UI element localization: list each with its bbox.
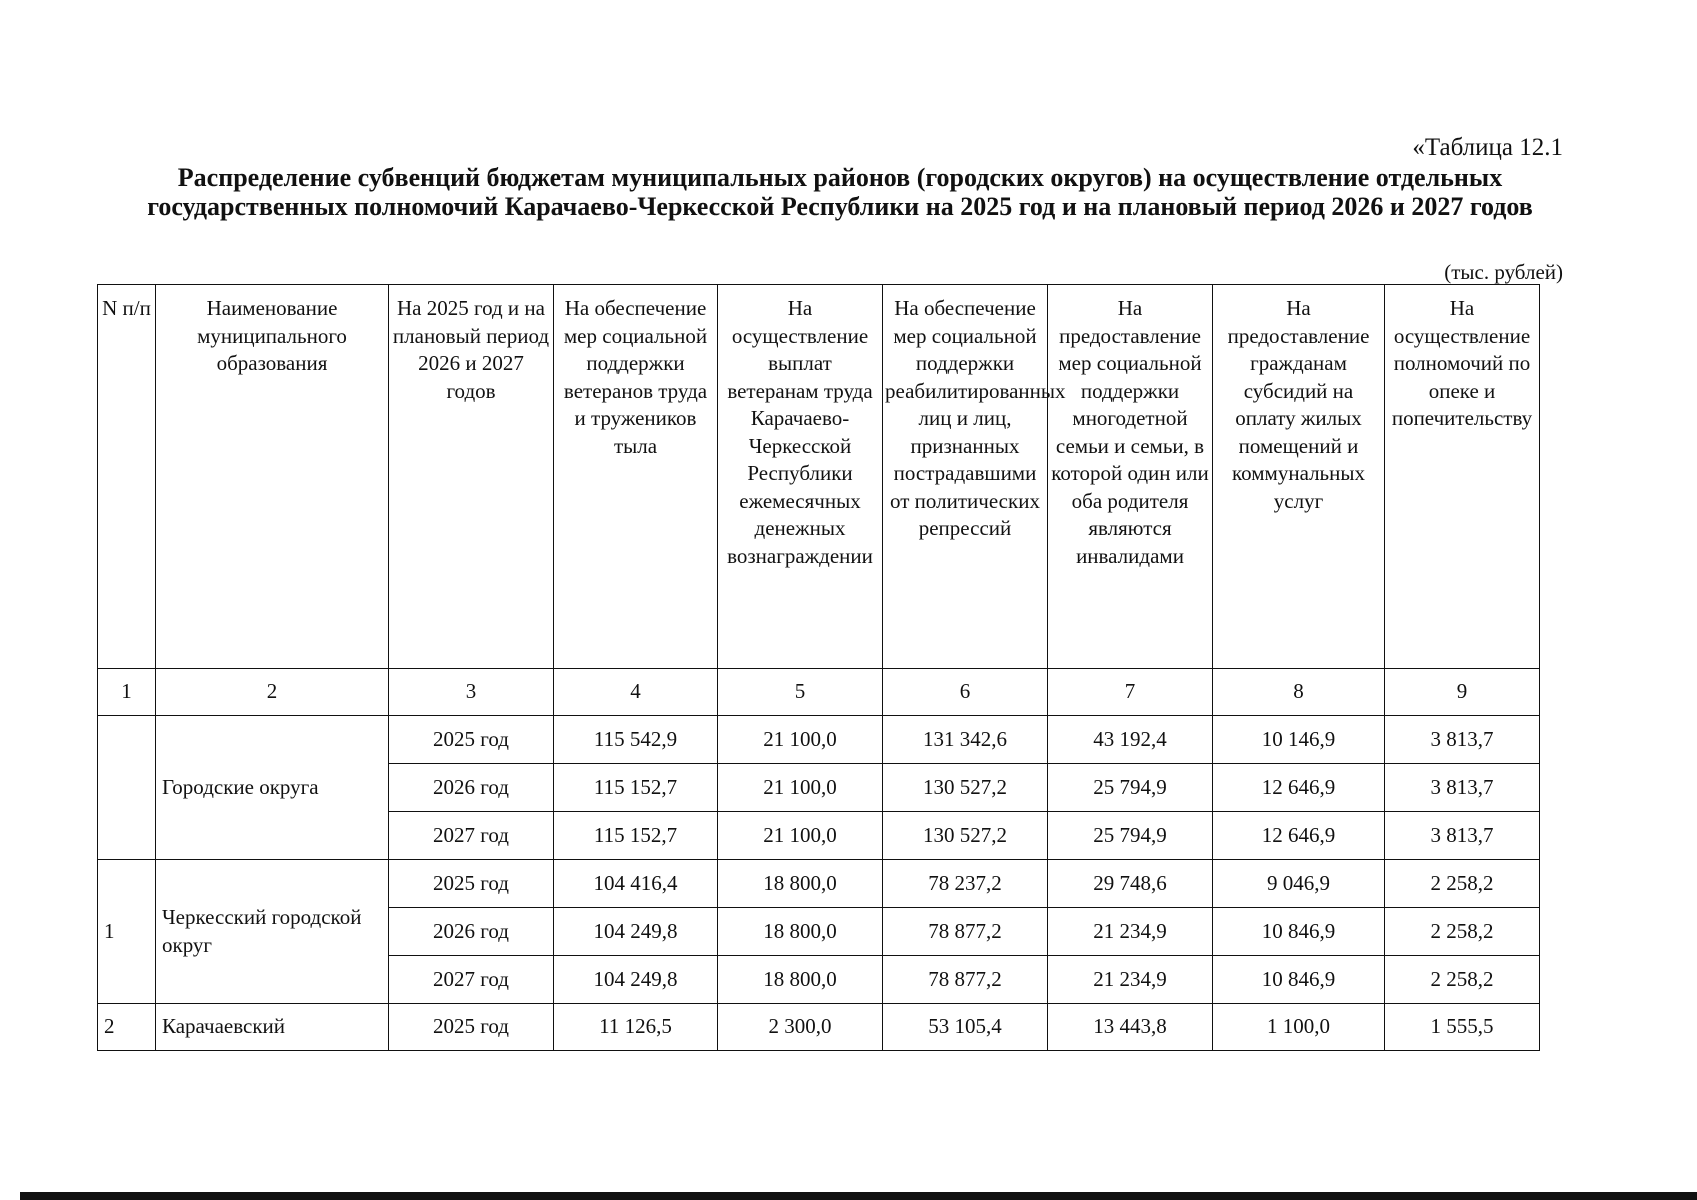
year-cell: 2027 год — [389, 812, 554, 860]
column-number: 7 — [1048, 669, 1213, 716]
table-row — [98, 1004, 1540, 1051]
year-cell: 2025 год — [389, 860, 554, 908]
column-number: 1 — [98, 669, 156, 716]
value-cell: 21 234,9 — [1048, 956, 1213, 1004]
header-cell: На 2025 год и на плановый период 2026 и 2027 годов — [389, 285, 554, 669]
value-cell: 2 258,2 — [1385, 860, 1540, 908]
row-number: 2 — [98, 1004, 156, 1051]
header-cell: На предоставление мер социальной поддержки многодетной семьи и семьи, в которой один или оба родителя являются инвалидами — [1048, 285, 1213, 669]
value-cell: 2 258,2 — [1385, 908, 1540, 956]
value-cell: 78 877,2 — [883, 908, 1048, 956]
value-cell: 115 542,9 — [554, 716, 718, 764]
row-number: 1 — [98, 860, 156, 1004]
value-cell: 1 555,5 — [1385, 1004, 1540, 1051]
table-row — [98, 716, 1540, 764]
value-cell: 21 100,0 — [718, 764, 883, 812]
header-cell: N п/п — [98, 285, 156, 669]
column-number-row — [98, 669, 1540, 716]
year-cell: 2026 год — [389, 908, 554, 956]
year-cell: 2025 год — [389, 716, 554, 764]
value-cell: 10 846,9 — [1213, 908, 1385, 956]
value-cell: 18 800,0 — [718, 860, 883, 908]
year-cell: 2025 год — [389, 1004, 554, 1051]
header-cell: На предоставление гражданам субсидий на оплату жилых помещений и коммунальных услуг — [1213, 285, 1385, 669]
value-cell: 115 152,7 — [554, 812, 718, 860]
value-cell: 11 126,5 — [554, 1004, 718, 1051]
column-number: 3 — [389, 669, 554, 716]
year-cell: 2027 год — [389, 956, 554, 1004]
document-title: Распределение субвенций бюджетам муниципальных районов (городских округов) на осуществление отдельных государственных полномочий Карачаево-Черкесской Республики на 2025 год и на плановый период 2026 и 2027 годов — [147, 163, 1533, 221]
municipality-name: Черкесский городской округ — [156, 860, 389, 1004]
municipality-name: Городские округа — [156, 716, 389, 860]
value-cell: 104 416,4 — [554, 860, 718, 908]
header-cell: На осуществление выплат ветеранам труда Карачаево-Черкесской Республики ежемесячных денежных вознаграждении — [718, 285, 883, 669]
column-number: 4 — [554, 669, 718, 716]
value-cell: 1 100,0 — [1213, 1004, 1385, 1051]
value-cell: 130 527,2 — [883, 764, 1048, 812]
value-cell: 18 800,0 — [718, 908, 883, 956]
value-cell: 25 794,9 — [1048, 812, 1213, 860]
header-cell: На осуществление полномочий по опеке и попечительству — [1385, 285, 1540, 669]
value-cell: 13 443,8 — [1048, 1004, 1213, 1051]
value-cell: 29 748,6 — [1048, 860, 1213, 908]
value-cell: 78 877,2 — [883, 956, 1048, 1004]
header-cell: На обеспечение мер социальной поддержки реабилитированных лиц и лиц, признанных пострадавшими от политических репрессий — [883, 285, 1048, 669]
value-cell: 78 237,2 — [883, 860, 1048, 908]
value-cell: 53 105,4 — [883, 1004, 1048, 1051]
header-cell: На обеспечение мер социальной поддержки ветеранов труда и тружеников тыла — [554, 285, 718, 669]
table-reference: «Таблица 12.1 — [1412, 134, 1563, 161]
value-cell: 10 146,9 — [1213, 716, 1385, 764]
value-cell: 10 846,9 — [1213, 956, 1385, 1004]
value-cell: 12 646,9 — [1213, 764, 1385, 812]
table-row — [98, 860, 1540, 908]
value-cell: 131 342,6 — [883, 716, 1048, 764]
value-cell: 2 300,0 — [718, 1004, 883, 1051]
value-cell: 104 249,8 — [554, 956, 718, 1004]
year-cell: 2026 год — [389, 764, 554, 812]
table-header-row — [98, 285, 1540, 669]
value-cell: 3 813,7 — [1385, 764, 1540, 812]
column-number: 5 — [718, 669, 883, 716]
value-cell: 12 646,9 — [1213, 812, 1385, 860]
scan-edge-bar — [20, 1192, 1697, 1200]
value-cell: 21 234,9 — [1048, 908, 1213, 956]
value-cell: 130 527,2 — [883, 812, 1048, 860]
value-cell: 25 794,9 — [1048, 764, 1213, 812]
value-cell: 21 100,0 — [718, 716, 883, 764]
value-cell: 3 813,7 — [1385, 716, 1540, 764]
value-cell: 104 249,8 — [554, 908, 718, 956]
column-number: 8 — [1213, 669, 1385, 716]
municipality-name: Карачаевский — [156, 1004, 389, 1051]
value-cell: 9 046,9 — [1213, 860, 1385, 908]
subvention-table — [97, 284, 1540, 1051]
value-cell: 2 258,2 — [1385, 956, 1540, 1004]
header-cell: Наименование муниципального образования — [156, 285, 389, 669]
value-cell: 115 152,7 — [554, 764, 718, 812]
value-cell: 43 192,4 — [1048, 716, 1213, 764]
value-cell: 18 800,0 — [718, 956, 883, 1004]
row-number — [98, 716, 156, 860]
units-label: (тыс. рублей) — [1444, 260, 1563, 284]
column-number: 9 — [1385, 669, 1540, 716]
value-cell: 3 813,7 — [1385, 812, 1540, 860]
column-number: 2 — [156, 669, 389, 716]
column-number: 6 — [883, 669, 1048, 716]
value-cell: 21 100,0 — [718, 812, 883, 860]
